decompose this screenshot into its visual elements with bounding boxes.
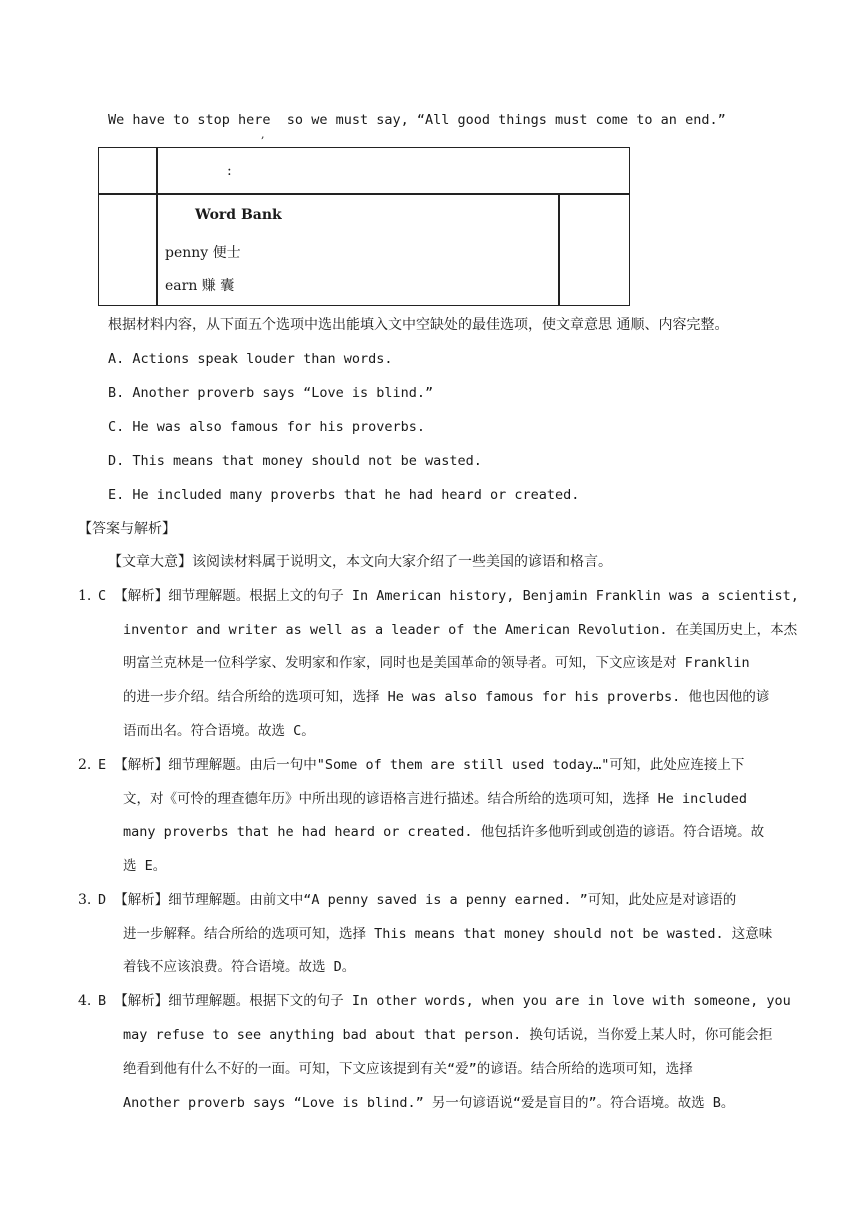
answer-line: 进一步解释。结合所给的选项可知，选择 This means that money should not be wasted. 这意味 — [123, 926, 773, 942]
answer-line: E 【解析】细节理解题。由后一句中"Some of them are still used today…"可知，此处应连接上下 — [98, 757, 745, 773]
option-d: D. This means that money should not be wasted. — [108, 453, 482, 469]
intro-line: We have to stop here so we must say, “All good things must come to an end.” — [108, 112, 726, 128]
answer-heading: 【答案与解析】 — [78, 521, 176, 537]
answer-line: 绝看到他有什么不好的一面。可知，下文应该提到有关“爱”的谚语。结合所给的选项可知，选择 — [123, 1061, 693, 1077]
option-e: E. He included many proverbs that he had heard or created. — [108, 487, 580, 503]
answer-line: many proverbs that he had heard or created. 他包括许多他听到或创造的谚语。符合语境。故 — [123, 824, 765, 840]
summary: 【文章大意】该阅读材料属于说明文，本文向大家介绍了一些美国的谚语和格言。 — [108, 554, 612, 570]
answer-line: C 【解析】细节理解题。根据上文的句子 In American history, Benjamin Franklin was a scientist, — [98, 588, 799, 604]
option-a: A. Actions speak louder than words. — [108, 351, 393, 367]
word-bank-table — [98, 147, 630, 306]
option-c: C. He was also famous for his proverbs. — [108, 419, 425, 435]
answer-number: 1. — [78, 588, 92, 604]
word-bank-item: earn 赚 囊 — [165, 278, 235, 294]
answer-line: inventor and writer as well as a leader of the American Revolution. 在美国历史上，本杰 — [123, 622, 798, 638]
word-bank-title: Word Bank — [195, 207, 282, 223]
table-divider — [156, 148, 158, 305]
word-bank-item: penny 便士 — [165, 245, 241, 261]
answer-line: D 【解析】细节理解题。由前文中“A penny saved is a penny earned. ”可知，此处应是对谚语的 — [98, 892, 737, 908]
answer-line: 明富兰克林是一位科学家、发明家和作家，同时也是美国革命的领导者。可知，下文应该是对 Franklin — [123, 655, 750, 671]
table-divider — [558, 193, 560, 305]
answer-line: 选 E。 — [123, 858, 167, 874]
answer-number: 2. — [78, 757, 92, 773]
answer-line: 文，对《可怜的理查德年历》中所出现的谚语格言进行描述。结合所给的选项可知，选择 He included — [123, 791, 748, 807]
answer-line: B 【解析】细节理解题。根据下文的句子 In other words, when you are in love with someone, you — [98, 993, 791, 1009]
answer-line: 语而出名。符合语境。故选 C。 — [123, 723, 315, 739]
answer-line: 的进一步介绍。结合所给的选项可知，选择 He was also famous for his proverbs. 他也因他的谚 — [123, 689, 770, 705]
answer-line: may refuse to see anything bad about that person. 换句话说，当你爱上某人时，你可能会拒 — [123, 1027, 773, 1043]
option-b: B. Another proverb says “Love is blind.” — [108, 385, 434, 401]
stray-comma: , — [261, 128, 265, 141]
table-colon: : — [227, 163, 232, 179]
answer-line: Another proverb says “Love is blind.” 另一句谚语说“爱是盲目的”。符合语境。故选 B。 — [123, 1095, 735, 1111]
answer-line: 着钱不应该浪费。符合语境。故选 D。 — [123, 959, 356, 975]
answer-number: 3. — [78, 892, 92, 908]
table-divider — [99, 193, 156, 195]
answer-number: 4. — [78, 993, 92, 1009]
instructions: 根据材料内容，从下面五个选项中选出能填入文中空缺处的最佳选项，使文章意思 通顺、内容完整。 — [108, 317, 729, 333]
